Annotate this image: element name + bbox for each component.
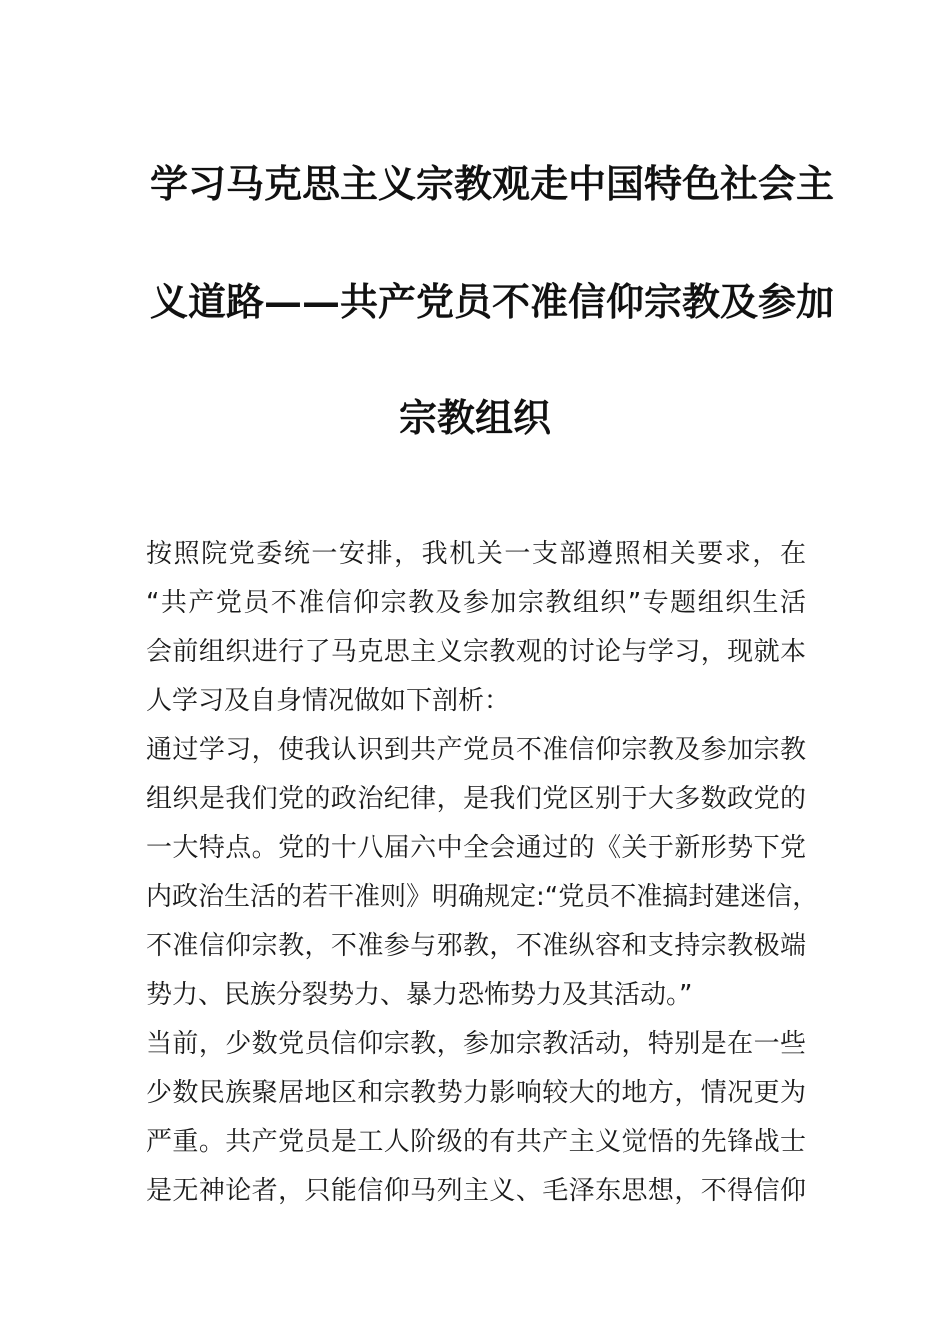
document-title-line-2: 义道路——共产党员不准信仰宗教及参加 bbox=[150, 279, 835, 324]
paragraph-line: 内政治生活的若干准则》明确规定:“党员不准搞封建迷信， bbox=[146, 882, 819, 912]
paragraph-line: 是无神论者，只能信仰马列主义、毛泽东思想，不得信仰 bbox=[146, 1176, 806, 1206]
paragraph-line: 通过学习，使我认识到共产党员不准信仰宗教及参加宗教 bbox=[146, 735, 806, 765]
paragraph-2 bbox=[146, 726, 819, 1020]
paragraph-line: 势力、民族分裂势力、暴力恐怖势力及其活动。” bbox=[146, 980, 693, 1010]
document-title-line-3: 宗教组织 bbox=[398, 395, 551, 440]
paragraph-line: 会前组织进行了马克思主义宗教观的讨论与学习，现就本 bbox=[146, 637, 806, 667]
paragraph-line: 少数民族聚居地区和宗教势力影响较大的地方，情况更为 bbox=[146, 1078, 806, 1108]
paragraph-line: 当前，少数党员信仰宗教，参加宗教活动，特别是在一些 bbox=[146, 1029, 806, 1059]
paragraph-line: “共产党员不准信仰宗教及参加宗教组织”专题组织生活 bbox=[146, 588, 806, 618]
paragraph-line: 不准信仰宗教，不准参与邪教，不准纵容和支持宗教极端 bbox=[146, 931, 806, 961]
paragraph-line: 按照院党委统一安排，我机关一支部遵照相关要求，在 bbox=[146, 539, 806, 569]
paragraph-line: 严重。共产党员是工人阶级的有共产主义觉悟的先锋战士 bbox=[146, 1127, 806, 1157]
paragraph-3 bbox=[146, 1020, 806, 1216]
paragraph-line: 组织是我们党的政治纪律，是我们党区别于大多数政党的 bbox=[146, 784, 806, 814]
paragraph-line: 人学习及自身情况做如下剖析： bbox=[146, 686, 511, 716]
paragraph-1 bbox=[146, 530, 806, 726]
paragraph-line: 一大特点。党的十八届六中全会通过的《关于新形势下党 bbox=[146, 833, 806, 863]
document-body bbox=[146, 530, 819, 1216]
document-title-line-1: 学习马克思主义宗教观走中国特色社会主 bbox=[150, 161, 835, 206]
